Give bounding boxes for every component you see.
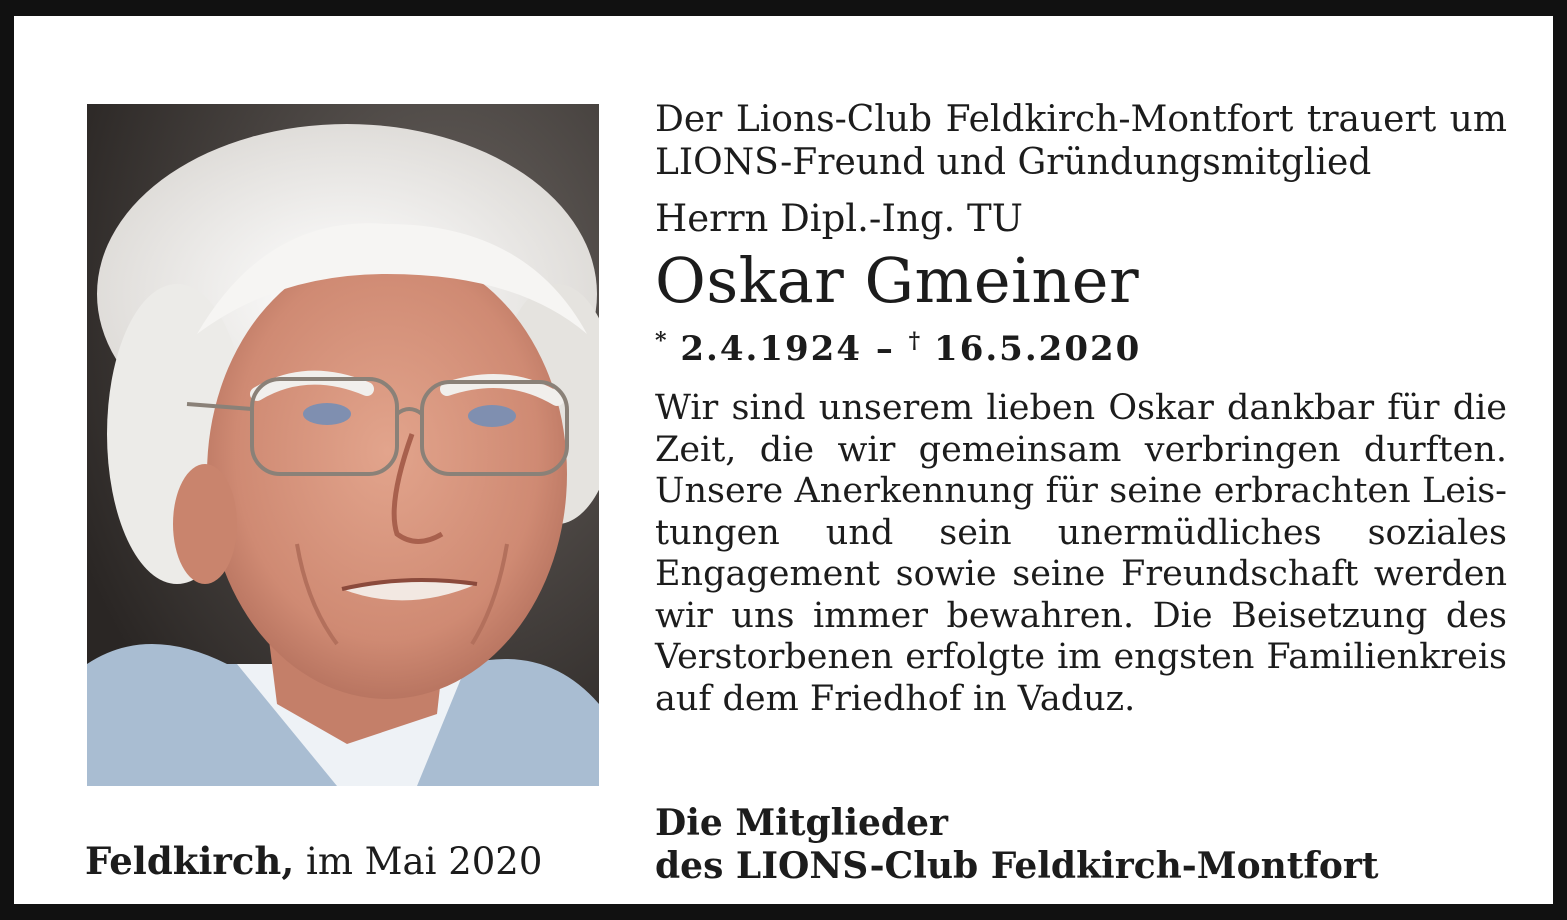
- death-date: 16.5.2020: [934, 329, 1142, 369]
- birth-date: 2.4.1924: [680, 329, 862, 369]
- portrait-photo: [87, 104, 599, 786]
- birth-symbol: *: [655, 328, 667, 354]
- notice-content: [655, 98, 1507, 720]
- signature-line-2: des LIONS-Club Feldkirch-Montfort: [655, 845, 1379, 887]
- date-separator: –: [861, 329, 909, 369]
- place-name: Feldkirch,: [85, 839, 295, 883]
- intro-text: Der Lions-Club Feldkirch-Montfort trauert um LIONS-Freund und Gründungsmitglied: [655, 99, 1507, 183]
- tribute-text: Wir sind unserem lieben Oskar dankbar für die Zeit, die wir gemeinsam verbringen durften. Unsere Anerkennung für seine erbrachten Leistungen und sein unermüdliches soziales Engagement sowie seine Freundschaft werden wir uns immer bewahren. Die Beisetzung des Verstorbenen erfolgte im engsten Familienkreis auf dem Friedhof in Vaduz.: [655, 388, 1507, 719]
- signature-line-1: Die Mitglieder: [655, 802, 948, 844]
- deceased-name: Oskar Gmeiner: [655, 244, 1140, 317]
- place-date-line: [85, 838, 542, 885]
- signature-block: [655, 802, 1378, 888]
- honorific-title: Herrn Dipl.-Ing. TU: [655, 197, 1023, 240]
- notice-date: im Mai 2020: [294, 840, 543, 883]
- life-dates: [655, 320, 1507, 370]
- portrait-illustration: [87, 104, 599, 786]
- death-symbol: †: [908, 328, 921, 354]
